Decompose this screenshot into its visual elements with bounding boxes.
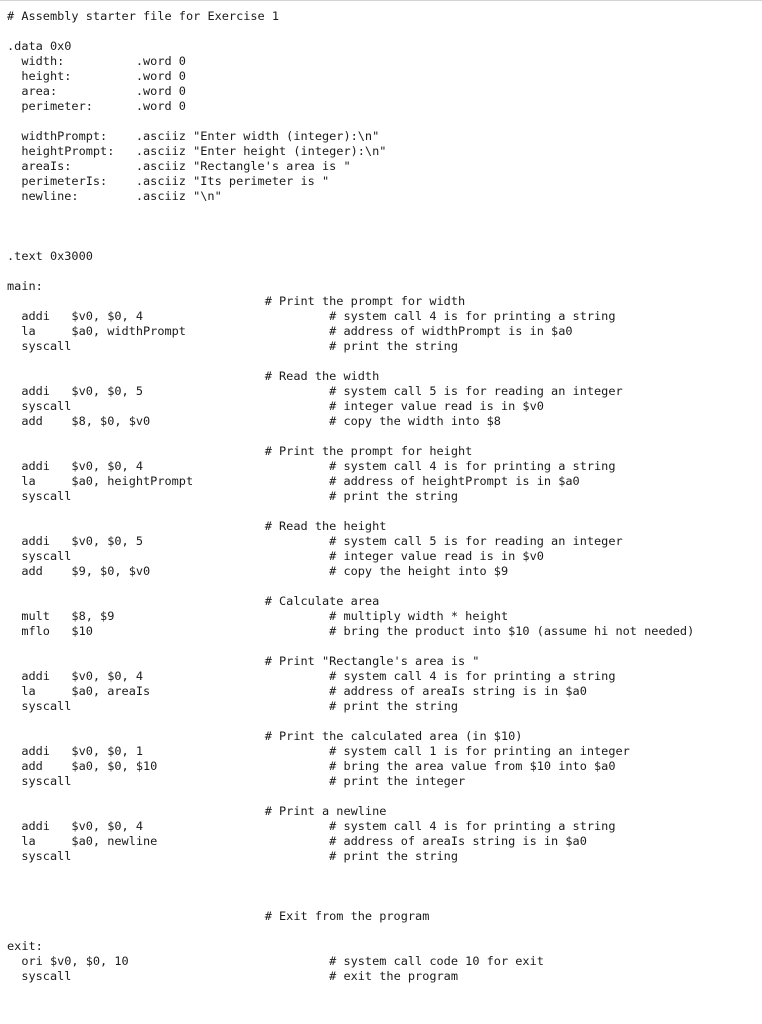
code-comment: # Print a newline [264,804,387,818]
code-operands: .asciiz "Rectangle's area is " [135,159,351,173]
code-operands: .asciiz "Its perimeter is " [135,174,330,188]
code-instruction: addi [21,819,50,833]
code-line [7,114,757,129]
code-line [7,174,757,189]
code-comment: # integer value read is in $v0 [329,399,544,413]
code-comment: # bring the product into $10 (assume hi not needed) [329,624,695,638]
code-comment: # Print the prompt for height [264,444,473,458]
code-line [7,144,757,159]
code-line [7,564,757,579]
code-comment: # Print the calculated area (in $10) [264,729,523,743]
code-operands: .word 0 [135,54,186,68]
code-comment: # address of areaIs string is in $a0 [329,834,587,848]
code-line [7,729,757,744]
code-line [7,219,757,234]
code-comment: # print the string [329,699,458,713]
code-line [7,204,757,219]
code-comment: # system call 4 is for printing a string [329,669,616,683]
code-operands: .word 0 [135,84,186,98]
code-instruction: addi [21,384,50,398]
code-operands: $v0, $0, 1 [71,744,144,758]
code-comment: # Print the prompt for width [264,294,466,308]
code-comment: # copy the height into $9 [329,564,509,578]
code-line [7,624,757,639]
code-label: main: [7,279,43,293]
code-instruction: add [21,414,43,428]
code-label: newline: [21,189,79,203]
code-line [7,414,757,429]
code-comment: # system call 1 is for printing an integer [329,744,630,758]
code-line [7,804,757,819]
code-comment: # copy the width into $8 [329,414,501,428]
code-instruction: addi [21,534,50,548]
code-comment: # Calculate area [264,594,380,608]
code-operands: $v0, $0, 4 [71,459,144,473]
code-line [7,69,757,84]
code-line [7,894,757,909]
code-operands: .word 0 [135,99,186,113]
code-label: heightPrompt: [21,144,115,158]
code-line [7,819,757,834]
code-operands: $a0, heightPrompt [71,474,194,488]
code-line [7,684,757,699]
code-label: exit: [7,939,43,953]
code-line [7,834,757,849]
code-instruction: mflo [21,624,50,638]
code-line [7,264,757,279]
code-text: .text 0x3000 [7,249,93,263]
code-line [7,294,757,309]
code-line [7,129,757,144]
code-text: .data 0x0 [7,39,72,53]
code-line [7,234,757,249]
top-divider [0,0,762,1]
code-line [7,474,757,489]
code-line [7,504,757,519]
code-line [7,909,757,924]
code-line [7,84,757,99]
code-operands: $a0, widthPrompt [71,324,186,338]
code-line [7,369,757,384]
code-comment: # Read the height [264,519,387,533]
code-line [7,549,757,564]
code-operands: $8, $0, $v0 [71,414,151,428]
code-instruction: addi [21,669,50,683]
code-line [7,54,757,69]
code-instruction: syscall [21,489,72,503]
code-comment: # system call 4 is for printing a string [329,819,616,833]
code-operands: .asciiz "Enter width (integer):\n" [135,129,380,143]
code-line [7,24,757,39]
code-line [7,639,757,654]
code-line [7,159,757,174]
code-line [7,354,757,369]
code-comment: # system call 4 is for printing a string [329,459,616,473]
assembly-code-listing [7,9,757,984]
code-comment: # address of widthPrompt is in $a0 [329,324,573,338]
code-label: areaIs: [21,159,72,173]
code-instruction: syscall [21,399,72,413]
code-instruction: syscall [21,699,72,713]
code-operands: $v0, $0, 5 [71,384,144,398]
code-comment: # Read the width [264,369,380,383]
code-instruction: ori $v0, $0, 10 [21,954,129,968]
code-comment: # print the integer [329,774,466,788]
code-instruction: mult [21,609,50,623]
code-comment: # print the string [329,849,458,863]
code-instruction: addi [21,744,50,758]
code-operands: .word 0 [135,69,186,83]
code-instruction: syscall [21,339,72,353]
code-line [7,939,757,954]
code-comment: # Assembly starter file for Exercise 1 [7,9,280,23]
code-comment: # system call 5 is for reading an integer [329,534,623,548]
code-line [7,714,757,729]
code-line [7,744,757,759]
code-label: perimeter: [21,99,93,113]
code-operands: .asciiz "\n" [135,189,222,203]
code-instruction: la [21,684,36,698]
code-comment: # bring the area value from $10 into $a0 [329,759,616,773]
code-operands: .asciiz "Enter height (integer):\n" [135,144,387,158]
code-line [7,444,757,459]
code-line [7,384,757,399]
code-line [7,879,757,894]
code-line [7,759,757,774]
code-comment: # address of areaIs string is in $a0 [329,684,587,698]
code-instruction: add [21,564,43,578]
code-operands: $v0, $0, 4 [71,819,144,833]
code-label: perimeterIs: [21,174,108,188]
code-line [7,864,757,879]
code-line [7,924,757,939]
code-line [7,849,757,864]
code-line [7,39,757,54]
code-label: width: [21,54,65,68]
code-line [7,654,757,669]
code-line [7,309,757,324]
code-line [7,9,757,24]
code-instruction: add [21,759,43,773]
code-instruction: addi [21,309,50,323]
code-label: height: [21,69,72,83]
code-instruction: syscall [21,774,72,788]
code-line [7,399,757,414]
code-operands: $v0, $0, 5 [71,534,144,548]
code-operands: $a0, newline [71,834,158,848]
code-operands: $9, $0, $v0 [71,564,151,578]
code-instruction: addi [21,459,50,473]
code-line [7,249,757,264]
code-operands: $8, $9 [71,609,115,623]
code-line [7,969,757,984]
code-line [7,99,757,114]
code-comment: # print the string [329,339,458,353]
code-line [7,699,757,714]
code-operands: $a0, $0, $10 [71,759,158,773]
code-operands: $v0, $0, 4 [71,669,144,683]
code-line [7,519,757,534]
code-line [7,279,757,294]
code-instruction: syscall [21,549,72,563]
code-instruction: la [21,834,36,848]
code-instruction: syscall [21,969,72,983]
code-line [7,189,757,204]
code-comment: # address of heightPrompt is in $a0 [329,474,580,488]
code-instruction: syscall [21,849,72,863]
code-line [7,774,757,789]
code-line [7,429,757,444]
code-comment: # system call 5 is for reading an integer [329,384,623,398]
code-comment: # Exit from the program [264,909,430,923]
code-label: widthPrompt: [21,129,108,143]
code-comment: # multiply width * height [329,609,509,623]
code-line [7,534,757,549]
code-comment: # system call code 10 for exit [329,954,544,968]
code-comment: # integer value read is in $v0 [329,549,544,563]
code-operands: $v0, $0, 4 [71,309,144,323]
code-comment: # Print "Rectangle's area is " [264,654,480,668]
code-line [7,609,757,624]
code-line [7,954,757,969]
code-line [7,489,757,504]
code-comment: # system call 4 is for printing a string [329,309,616,323]
code-line [7,789,757,804]
code-line [7,339,757,354]
code-line [7,669,757,684]
code-operands: $10 [71,624,93,638]
code-label: area: [21,84,58,98]
code-instruction: la [21,474,36,488]
code-line [7,459,757,474]
code-comment: # print the string [329,489,458,503]
code-operands: $a0, areaIs [71,684,151,698]
code-comment: # exit the program [329,969,458,983]
code-line [7,324,757,339]
code-line [7,594,757,609]
code-instruction: la [21,324,36,338]
code-line [7,579,757,594]
